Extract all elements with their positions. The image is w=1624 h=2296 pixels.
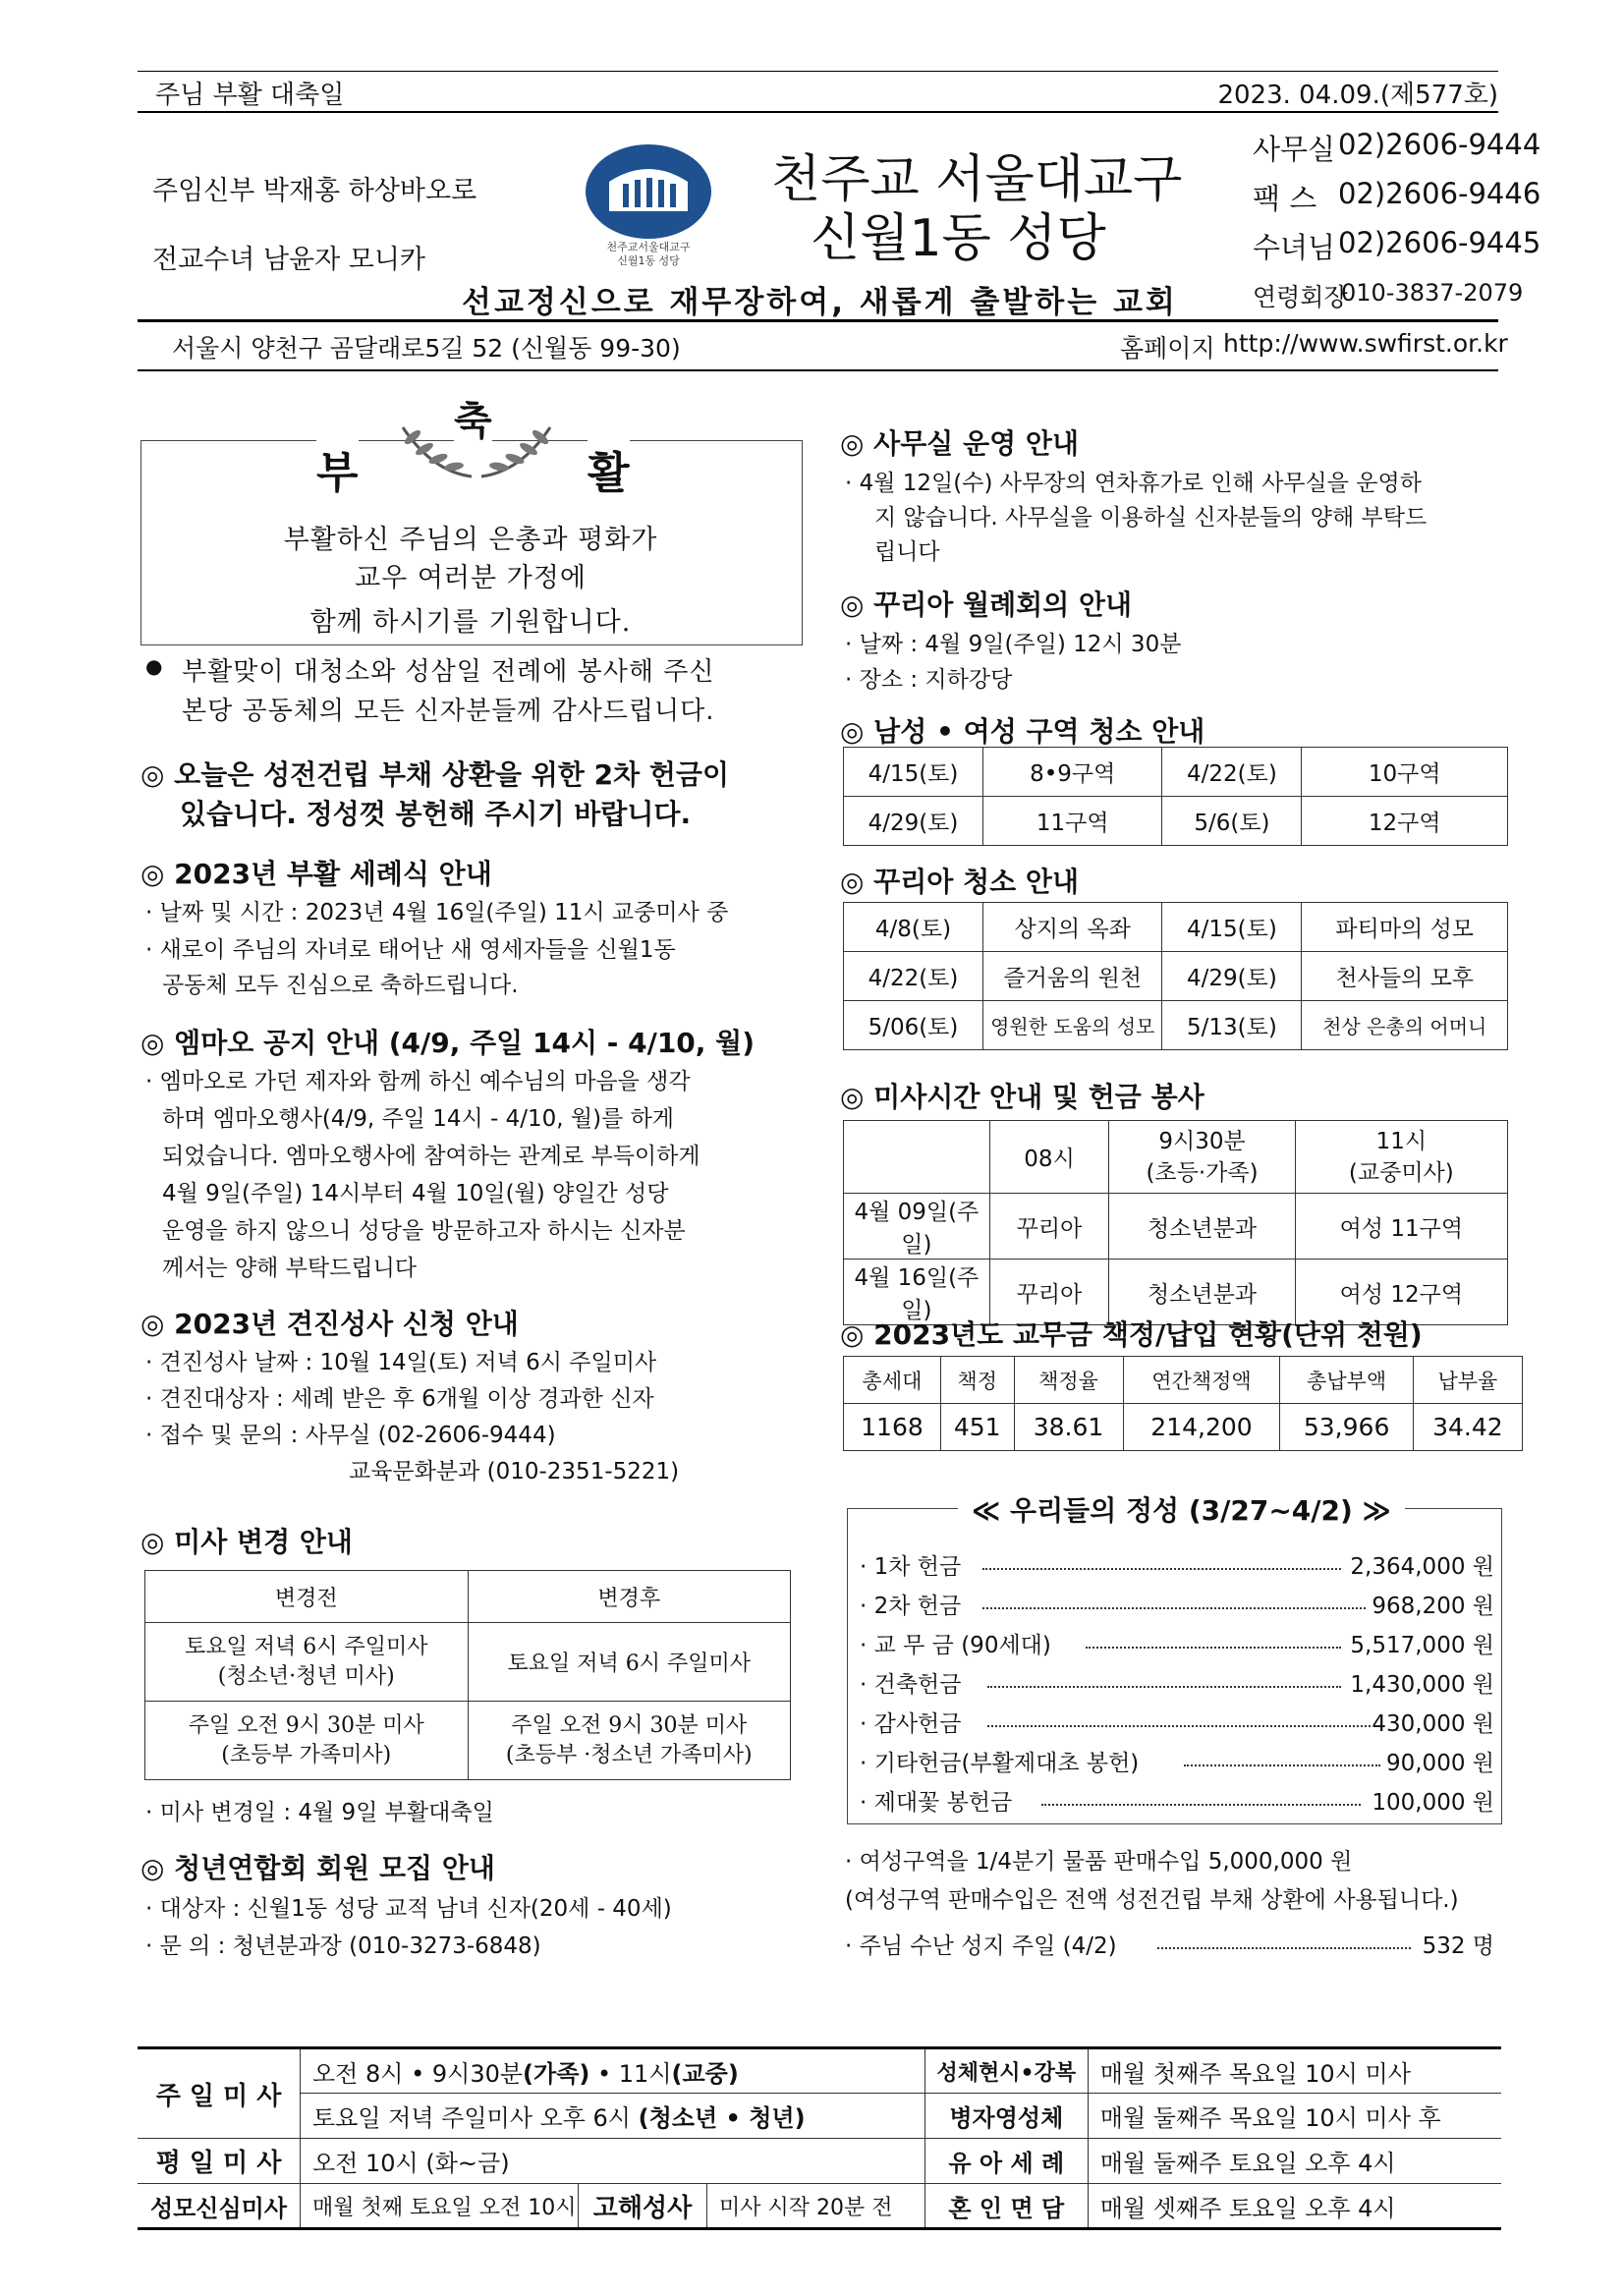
dc-cell: 4/29(토): [844, 797, 983, 846]
logo-text-2: 신월1동 성당: [617, 254, 680, 267]
youth-line-2: · 문 의 : 청년분과장 (010-3273-6848): [145, 1933, 541, 1959]
offering-label-1: · 2차 헌금: [860, 1594, 962, 1619]
ms-head-0930-b: (초등·가족): [1146, 1159, 1259, 1186]
ms-head-0930: [1109, 1121, 1295, 1194]
cc-cell: 4/15(토): [1162, 903, 1302, 952]
emmaus-line-5: 운영을 하지 않으니 성당을 방문하고자 하시는 신자분: [162, 1218, 686, 1244]
dues-title: ◎ 2023년도 교무금 책정/납입 현황(단위 천원): [840, 1318, 1423, 1351]
emmaus-line-6: 께서는 양해 부탁드립니다: [162, 1256, 418, 1281]
offering-amount-5: 90,000 원: [1385, 1751, 1494, 1776]
mass-change-head-after: 변경후: [468, 1571, 791, 1623]
adoration-value: 매월 첫째주 목요일 10시 미사: [1088, 2048, 1501, 2094]
sunday-2-b: (청소년 • 청년): [638, 2104, 806, 2132]
emmaus-line-1: · 엠마오로 가던 제자와 함께 하신 예수님의 마음을 생각: [145, 1069, 691, 1094]
offering-note-2: (여성구역 판매수입은 전액 성전건립 부채 상환에 사용됩니다.): [845, 1887, 1459, 1913]
dc-cell: 4/22(토): [1162, 748, 1302, 797]
contact-label-3: 연령회장: [1253, 283, 1348, 311]
sunday-1-a: 오전 8시 • 9시30분: [312, 2059, 524, 2088]
sick-communion-value: 매월 둘째주 목요일 10시 미사 후: [1088, 2094, 1501, 2139]
dues-value: 214,200: [1123, 1404, 1280, 1451]
collection-notice-line-1: ◎ 오늘은 성전건립 부채 상환을 위한 2차 헌금이: [140, 758, 730, 791]
confirmation-title: ◎ 2023년 견진성사 신청 안내: [140, 1308, 519, 1340]
pilgrim-value: 532 명: [1422, 1933, 1494, 1959]
mass-change-title: ◎ 미사 변경 안내: [140, 1526, 353, 1558]
ms-cell: 4월 09일(주일): [844, 1194, 990, 1260]
parish-name-2: 신월1동 성당: [811, 209, 1106, 268]
offering-label-6: · 제대꽃 봉헌금: [860, 1790, 1013, 1816]
mass-change-head-before: 변경전: [145, 1571, 469, 1623]
dues-head: 총세대: [844, 1357, 941, 1404]
parish-logo: [580, 142, 717, 270]
confirmation-line-2: · 견진대상자 : 세례 받은 후 6개월 이상 경과한 신자: [145, 1386, 654, 1412]
sunday-1-d: (교중): [671, 2059, 739, 2088]
dc-cell: 8•9구역: [982, 748, 1162, 797]
baptism-title: ◎ 2023년 부활 세례식 안내: [140, 858, 492, 890]
dot-leader: [1086, 1647, 1341, 1649]
dues-value: 34.42: [1413, 1404, 1522, 1451]
dues-table: [843, 1356, 1523, 1451]
youth-line-1: · 대상자 : 신월1동 성당 교적 남녀 신자(20세 - 40세): [145, 1896, 672, 1922]
dues-head: 책정율: [1014, 1357, 1123, 1404]
cc-cell: 4/22(토): [844, 952, 983, 1001]
office-title: ◎ 사무실 운영 안내: [840, 427, 1080, 460]
infant-baptism-label: 유 아 세 례: [924, 2139, 1088, 2184]
sunday-mass-row-2: [301, 2094, 925, 2139]
cc-cell: 5/06(토): [844, 1001, 983, 1050]
offering-amount-2: 5,517,000 원: [1350, 1633, 1494, 1658]
confirmation-line-4: 교육문화분과 (010-2351-5221): [349, 1459, 680, 1484]
dc-cell: 12구역: [1302, 797, 1508, 846]
laurel-icon: [373, 408, 580, 490]
dot-leader: [1157, 1947, 1411, 1949]
ms-head-11-a: 11시: [1375, 1128, 1428, 1154]
cc-cell: 파티마의 성모: [1302, 903, 1508, 952]
dot-leader: [1184, 1764, 1380, 1766]
ms-head-0930-a: 9시30분: [1158, 1128, 1246, 1154]
ms-cell: 꾸리아: [989, 1194, 1109, 1260]
offering-amount-0: 2,364,000 원: [1350, 1554, 1494, 1580]
mass-change-r2-before-a: 주일 오전 9시 30분 미사: [188, 1712, 424, 1738]
curia-cleaning-table: [843, 902, 1508, 1050]
marriage-value: 매월 셋째주 토요일 오후 4시: [1088, 2184, 1501, 2229]
parish-name-1: 천주교 서울대교구: [771, 150, 1183, 209]
dues-head: 납부율: [1413, 1357, 1522, 1404]
offering-label-0: · 1차 헌금: [860, 1554, 962, 1580]
district-cleaning-title: ◎ 남성 • 여성 구역 청소 안내: [840, 715, 1205, 748]
youth-title: ◎ 청년연합회 회원 모집 안내: [140, 1852, 495, 1884]
curia-meeting-line-2: · 장소 : 지하강당: [845, 667, 1013, 693]
district-cleaning-table: [843, 747, 1508, 846]
dues-value: 451: [940, 1404, 1014, 1451]
offering-label-3: · 건축헌금: [860, 1672, 962, 1698]
address: 서울시 양천구 곰달래로5길 52 (신월동 99-30): [172, 334, 681, 363]
adoration-label: 성체현시•강복: [924, 2048, 1088, 2094]
mass-change-date: · 미사 변경일 : 4월 9일 부활대축일: [145, 1800, 494, 1825]
ms-cell: 꾸리아: [989, 1260, 1109, 1325]
mass-change-r2-before: [145, 1702, 469, 1780]
marriage-label: 혼 인 면 담: [924, 2184, 1088, 2229]
sunday-1-b: (가족): [523, 2059, 590, 2088]
dot-leader: [1041, 1804, 1361, 1806]
easter-line-2: 교우 여러분 가정에: [355, 563, 587, 593]
mass-change-r2-before-b: (초등부 가족미사): [221, 1742, 392, 1767]
mass-change-r2-after-b: (초등부 ·청소년 가족미사): [505, 1742, 753, 1767]
office-line-2: 지 않습니다. 사무실을 이용하실 신자분들의 양해 부탁드: [874, 505, 1428, 531]
easter-right-char: 활: [588, 437, 630, 500]
thanks-bullet: ●: [145, 654, 163, 678]
ms-head-08: 08시: [989, 1121, 1109, 1194]
dues-value: 1168: [844, 1404, 941, 1451]
contact-value-2: 02)2606-9445: [1338, 226, 1541, 259]
contact-label-1: 팩 스: [1253, 182, 1317, 215]
thanks-line-2: 본당 공동체의 모든 신자분들께 감사드립니다.: [182, 697, 715, 726]
contact-label-2: 수녀님: [1253, 231, 1336, 264]
baptism-line-3: 공동체 모두 진심으로 축하드립니다.: [162, 973, 519, 998]
offering-amount-3: 1,430,000 원: [1350, 1672, 1494, 1698]
sunday-mass-row-1: [301, 2048, 925, 2094]
baptism-line-1: · 날짜 및 시간 : 2023년 4월 16일(주일) 11시 교중미사 중: [145, 900, 729, 925]
contact-value-1: 02)2606-9446: [1338, 177, 1541, 210]
dot-leader: [982, 1607, 1366, 1609]
mass-change-r1-before-a: 토요일 저녁 6시 주일미사: [185, 1634, 428, 1659]
curia-meeting-line-1: · 날짜 : 4월 9일(주일) 12시 30분: [845, 632, 1182, 657]
logo-text-1: 천주교서울대교구: [606, 241, 691, 253]
emmaus-line-4: 4월 9일(주일) 14시부터 4월 10일(월) 양일간 성당: [162, 1181, 669, 1206]
ms-head-11: [1295, 1121, 1507, 1194]
dc-cell: 4/15(토): [844, 748, 983, 797]
confirmation-line-1: · 견진성사 날짜 : 10월 14일(토) 저녁 6시 주일미사: [145, 1350, 657, 1375]
infant-baptism-value: 매월 둘째주 토요일 오후 4시: [1088, 2139, 1501, 2184]
offering-label-4: · 감사헌금: [860, 1711, 962, 1737]
dues-head: 책정: [940, 1357, 1014, 1404]
office-line-1: · 4월 12일(수) 사무장의 연차휴가로 인해 사무실을 운영하: [845, 471, 1422, 496]
mass-service-table: [843, 1120, 1508, 1325]
sister: 전교수녀 남윤자 모니카: [152, 245, 425, 275]
dc-cell: 10구역: [1302, 748, 1508, 797]
easter-line-3: 함께 하시기를 기원합니다.: [309, 607, 632, 638]
homepage-label: 홈페이지: [1120, 334, 1215, 363]
dues-value: 53,966: [1280, 1404, 1413, 1451]
offering-amount-1: 968,200 원: [1372, 1594, 1494, 1619]
curia-cleaning-title: ◎ 꾸리아 청소 안내: [840, 866, 1080, 898]
cc-cell: 4/29(토): [1162, 952, 1302, 1001]
offering-label-5: · 기타헌금(부활제대초 봉헌): [860, 1751, 1140, 1776]
motto: 선교정신으로 재무장하여, 새롭게 출발하는 교회: [462, 285, 1178, 320]
emmaus-line-2: 하며 엠마오행사(4/9, 주일 14시 - 4/10, 월)를 하게: [162, 1106, 675, 1132]
ms-cell: 청소년분과: [1109, 1260, 1295, 1325]
offering-note-1: · 여성구역을 1/4분기 물품 판매수입 5,000,000 원: [845, 1849, 1353, 1875]
contact-label-0: 사무실: [1253, 133, 1336, 166]
mass-change-r1-before-b: (청소년·청년 미사): [217, 1663, 395, 1689]
ms-cell: 청소년분과: [1109, 1194, 1295, 1260]
ms-head-11-b: (교중미사): [1348, 1159, 1454, 1186]
office-line-3: 립니다: [874, 539, 940, 565]
dot-leader: [987, 1686, 1341, 1688]
cc-cell: 천사들의 모후: [1302, 952, 1508, 1001]
mass-service-title: ◎ 미사시간 안내 및 헌금 봉사: [840, 1081, 1204, 1113]
offering-label-2: · 교 무 금 (90세대): [860, 1633, 1051, 1658]
easter-left-char: 부: [316, 437, 359, 500]
emmaus-title: ◎ 엠마오 공지 안내 (4/9, 주일 14시 - 4/10, 월): [140, 1027, 756, 1059]
dc-cell: 5/6(토): [1162, 797, 1302, 846]
issue-date: 2023. 04.09.(제577호): [1217, 81, 1498, 110]
easter-top-char: 축: [454, 390, 492, 446]
thanks-line-1: 부활맞이 대청소와 성삼일 전례에 봉사해 주신: [182, 657, 715, 687]
confirmation-line-3: · 접수 및 문의 : 사무실 (02-2606-9444): [145, 1423, 556, 1448]
dot-leader: [987, 1725, 1371, 1727]
collection-notice-line-2: 있습니다. 정성껏 봉헌해 주시기 바랍니다.: [180, 798, 692, 830]
ms-head-empty: [844, 1121, 990, 1194]
cc-cell: 상지의 옥좌: [982, 903, 1162, 952]
mass-change-table: [144, 1570, 791, 1780]
confession-value: 미사 시작 20분 전: [707, 2184, 925, 2229]
schedule-table: [138, 2046, 1501, 2230]
feast-title: 주님 부활 대축일: [155, 81, 345, 110]
cc-cell: 영원한 도움의 성모: [982, 1001, 1162, 1050]
weekday-mass-label: 평 일 미 사: [138, 2139, 301, 2184]
weekday-mass-value: 오전 10시 (화~금): [301, 2139, 925, 2184]
heart-mass-label: 성모신심미사: [138, 2184, 301, 2229]
pilgrim-label: · 주님 수난 성지 주일 (4/2): [845, 1933, 1117, 1959]
ms-cell: 여성 11구역: [1295, 1194, 1507, 1260]
pastor: 주임신부 박재홍 하상바오로: [152, 176, 477, 206]
heart-mass-value: 매월 첫째 토요일 오전 10시: [301, 2184, 579, 2229]
mass-change-r2-after: [468, 1702, 791, 1780]
emmaus-line-3: 되었습니다. 엠마오행사에 참여하는 관계로 부득이하게: [162, 1144, 700, 1169]
mass-change-r1-before: [145, 1623, 469, 1702]
cc-cell: 5/13(토): [1162, 1001, 1302, 1050]
contact-value-3: 010-3837-2079: [1341, 279, 1524, 307]
mass-change-r2-after-a: 주일 오전 9시 30분 미사: [511, 1712, 748, 1738]
cc-cell: 4/8(토): [844, 903, 983, 952]
contact-value-0: 02)2606-9444: [1338, 128, 1541, 161]
offering-title: ≪ 우리들의 정성 (3/27~4/2) ≫: [958, 1489, 1405, 1529]
ms-cell: 여성 12구역: [1295, 1260, 1507, 1325]
dues-head: 연간책정액: [1123, 1357, 1280, 1404]
easter-line-1: 부활하신 주님의 은총과 평화가: [283, 525, 658, 555]
cc-cell: 천상 은총의 어머니: [1302, 1001, 1508, 1050]
dues-head: 총납부액: [1280, 1357, 1413, 1404]
offering-amount-6: 100,000 원: [1372, 1790, 1494, 1816]
sunday-2-a: 토요일 저녁 주일미사 오후 6시: [312, 2104, 631, 2132]
confession-label: 고해성사: [579, 2184, 707, 2229]
cc-cell: 즐거움의 원천: [982, 952, 1162, 1001]
curia-meeting-title: ◎ 꾸리아 월례회의 안내: [840, 588, 1133, 621]
church-logo-icon: [580, 142, 717, 270]
sick-communion-label: 병자영성체: [924, 2094, 1088, 2139]
dues-value: 38.61: [1014, 1404, 1123, 1451]
dc-cell: 11구역: [982, 797, 1162, 846]
homepage-url[interactable]: http://www.swfirst.or.kr: [1223, 329, 1508, 358]
dot-leader: [982, 1568, 1341, 1570]
offering-amount-4: 430,000 원: [1372, 1711, 1494, 1737]
ms-cell: 4월 16일(주일): [844, 1260, 990, 1325]
sunday-1-c: • 11시: [589, 2059, 672, 2088]
mass-change-r1-after: 토요일 저녁 6시 주일미사: [468, 1623, 791, 1702]
sunday-mass-label: 주 일 미 사: [138, 2048, 301, 2139]
baptism-line-2: · 새로이 주님의 자녀로 태어난 새 영세자들을 신월1동: [145, 937, 676, 963]
